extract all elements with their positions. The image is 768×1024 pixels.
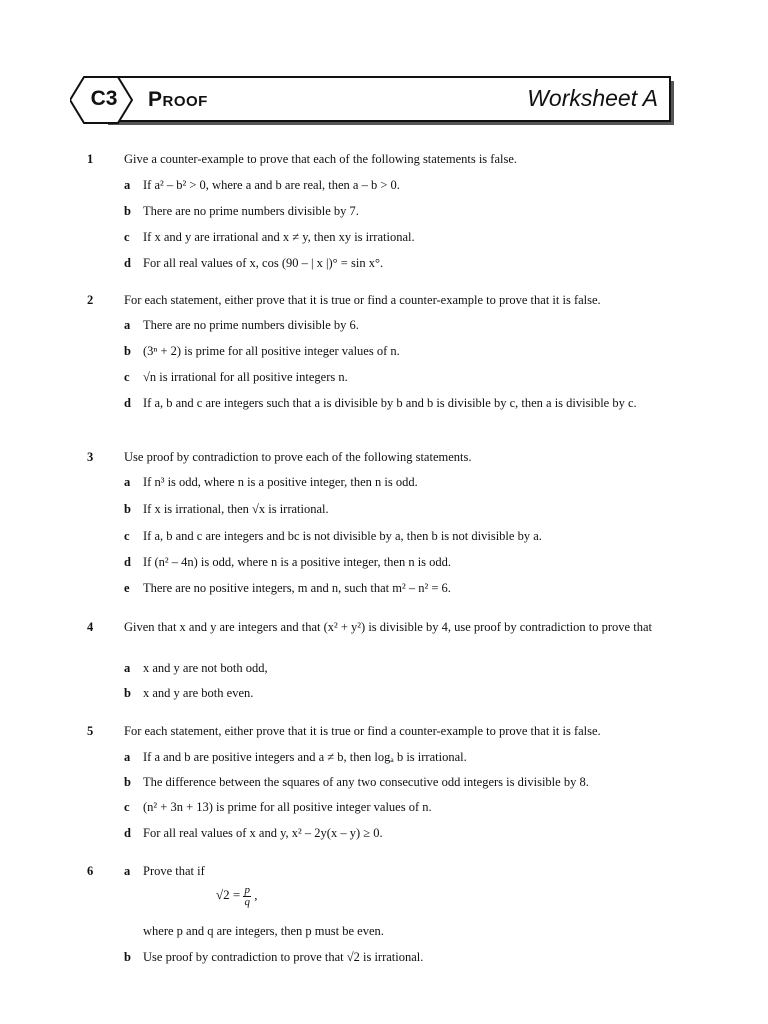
part-text: where p and q are integers, then p must be even.	[143, 924, 384, 938]
worksheet-label: Worksheet A	[527, 85, 658, 111]
question-number: 3	[87, 450, 94, 464]
part-text: There are no positive integers, m and n, such that m² – n² = 6.	[143, 581, 451, 595]
part-text: (n² + 3n + 13) is prime for all positive integer values of n.	[143, 800, 432, 814]
question-number: 6	[87, 864, 94, 878]
part-label: c	[124, 529, 130, 543]
part-text: There are no prime numbers divisible by 6.	[143, 318, 359, 332]
part-text: x and y are not both odd,	[143, 661, 268, 675]
formula-root-two	[216, 885, 257, 908]
topic-title: Proof	[148, 88, 208, 111]
part-text: For all real values of x, cos (90 – | x |)° = sin x°.	[143, 256, 384, 270]
formula-tail: ,	[254, 887, 258, 903]
part-label: a	[124, 178, 131, 192]
part-text: If a and b are positive integers and a ≠ b, then logₐ b is irrational.	[143, 750, 467, 764]
fraction	[243, 885, 251, 908]
part-label: d	[124, 826, 131, 840]
question-number: 2	[87, 293, 94, 307]
part-label: a	[124, 318, 131, 332]
part-text: x and y are both even.	[143, 686, 254, 700]
part-text: If (n² – 4n) is odd, where n is a positive integer, then n is odd.	[143, 555, 452, 569]
chapter-code: C3	[90, 87, 118, 110]
question-text: For each statement, either prove that it is true or find a counter-example to prove that it is false.	[124, 724, 601, 738]
part-label: d	[124, 555, 131, 569]
part-label: a	[124, 750, 131, 764]
part-text: If n³ is odd, where n is a positive integer, then n is odd.	[143, 475, 418, 489]
part-label: e	[124, 581, 130, 595]
part-text: √n is irrational for all positive integers n.	[143, 370, 348, 384]
part-text: If a, b and c are integers such that a is divisible by b and b is divisible by c, then a is divisible by c.	[143, 396, 637, 410]
part-label: d	[124, 396, 131, 410]
question-text: Given that x and y are integers and that (x² + y²) is divisible by 4, use proof by contradiction to prove that	[124, 620, 652, 634]
part-label: b	[124, 344, 131, 358]
fraction-numerator: p	[244, 884, 250, 896]
part-label: c	[124, 370, 130, 384]
part-text: There are no prime numbers divisible by 7.	[143, 204, 359, 218]
part-text: Use proof by contradiction to prove that √2 is irrational.	[143, 950, 424, 964]
part-text: For all real values of x and y, x² – 2y(x – y) ≥ 0.	[143, 826, 383, 840]
part-label: c	[124, 800, 130, 814]
part-text: (3ⁿ + 2) is prime for all positive integer values of n.	[143, 344, 400, 358]
question-text: Use proof by contradiction to prove each of the following statements.	[124, 450, 472, 464]
part-text: If x and y are irrational and x ≠ y, then xy is irrational.	[143, 230, 415, 244]
part-label: b	[124, 950, 131, 964]
fraction-denominator: q	[244, 896, 250, 908]
part-label: c	[124, 230, 130, 244]
part-text: If a, b and c are integers and bc is not divisible by a, then b is not divisible by a.	[143, 529, 542, 543]
part-label: b	[124, 686, 131, 700]
question-number: 4	[87, 620, 94, 634]
part-label: b	[124, 775, 131, 789]
worksheet-header	[70, 75, 680, 127]
part-text: Prove that if	[143, 864, 205, 878]
part-label: d	[124, 256, 131, 270]
question-number: 1	[87, 152, 94, 166]
part-text: If a² – b² > 0, where a and b are real, then a – b > 0.	[143, 178, 400, 192]
formula-lhs: √2 =	[216, 887, 241, 903]
part-text: If x is irrational, then √x is irrational.	[143, 502, 329, 516]
part-label: a	[124, 661, 131, 675]
question-text: Give a counter-example to prove that each of the following statements is false.	[124, 152, 518, 166]
part-label: a	[124, 864, 131, 878]
part-label: b	[124, 204, 131, 218]
question-number: 5	[87, 724, 94, 738]
part-label: a	[124, 475, 131, 489]
part-text: The difference between the squares of any two consecutive odd integers is divisible by 8.	[143, 775, 589, 789]
question-text: For each statement, either prove that it is true or find a counter-example to prove that it is false.	[124, 293, 601, 307]
part-label: b	[124, 502, 131, 516]
